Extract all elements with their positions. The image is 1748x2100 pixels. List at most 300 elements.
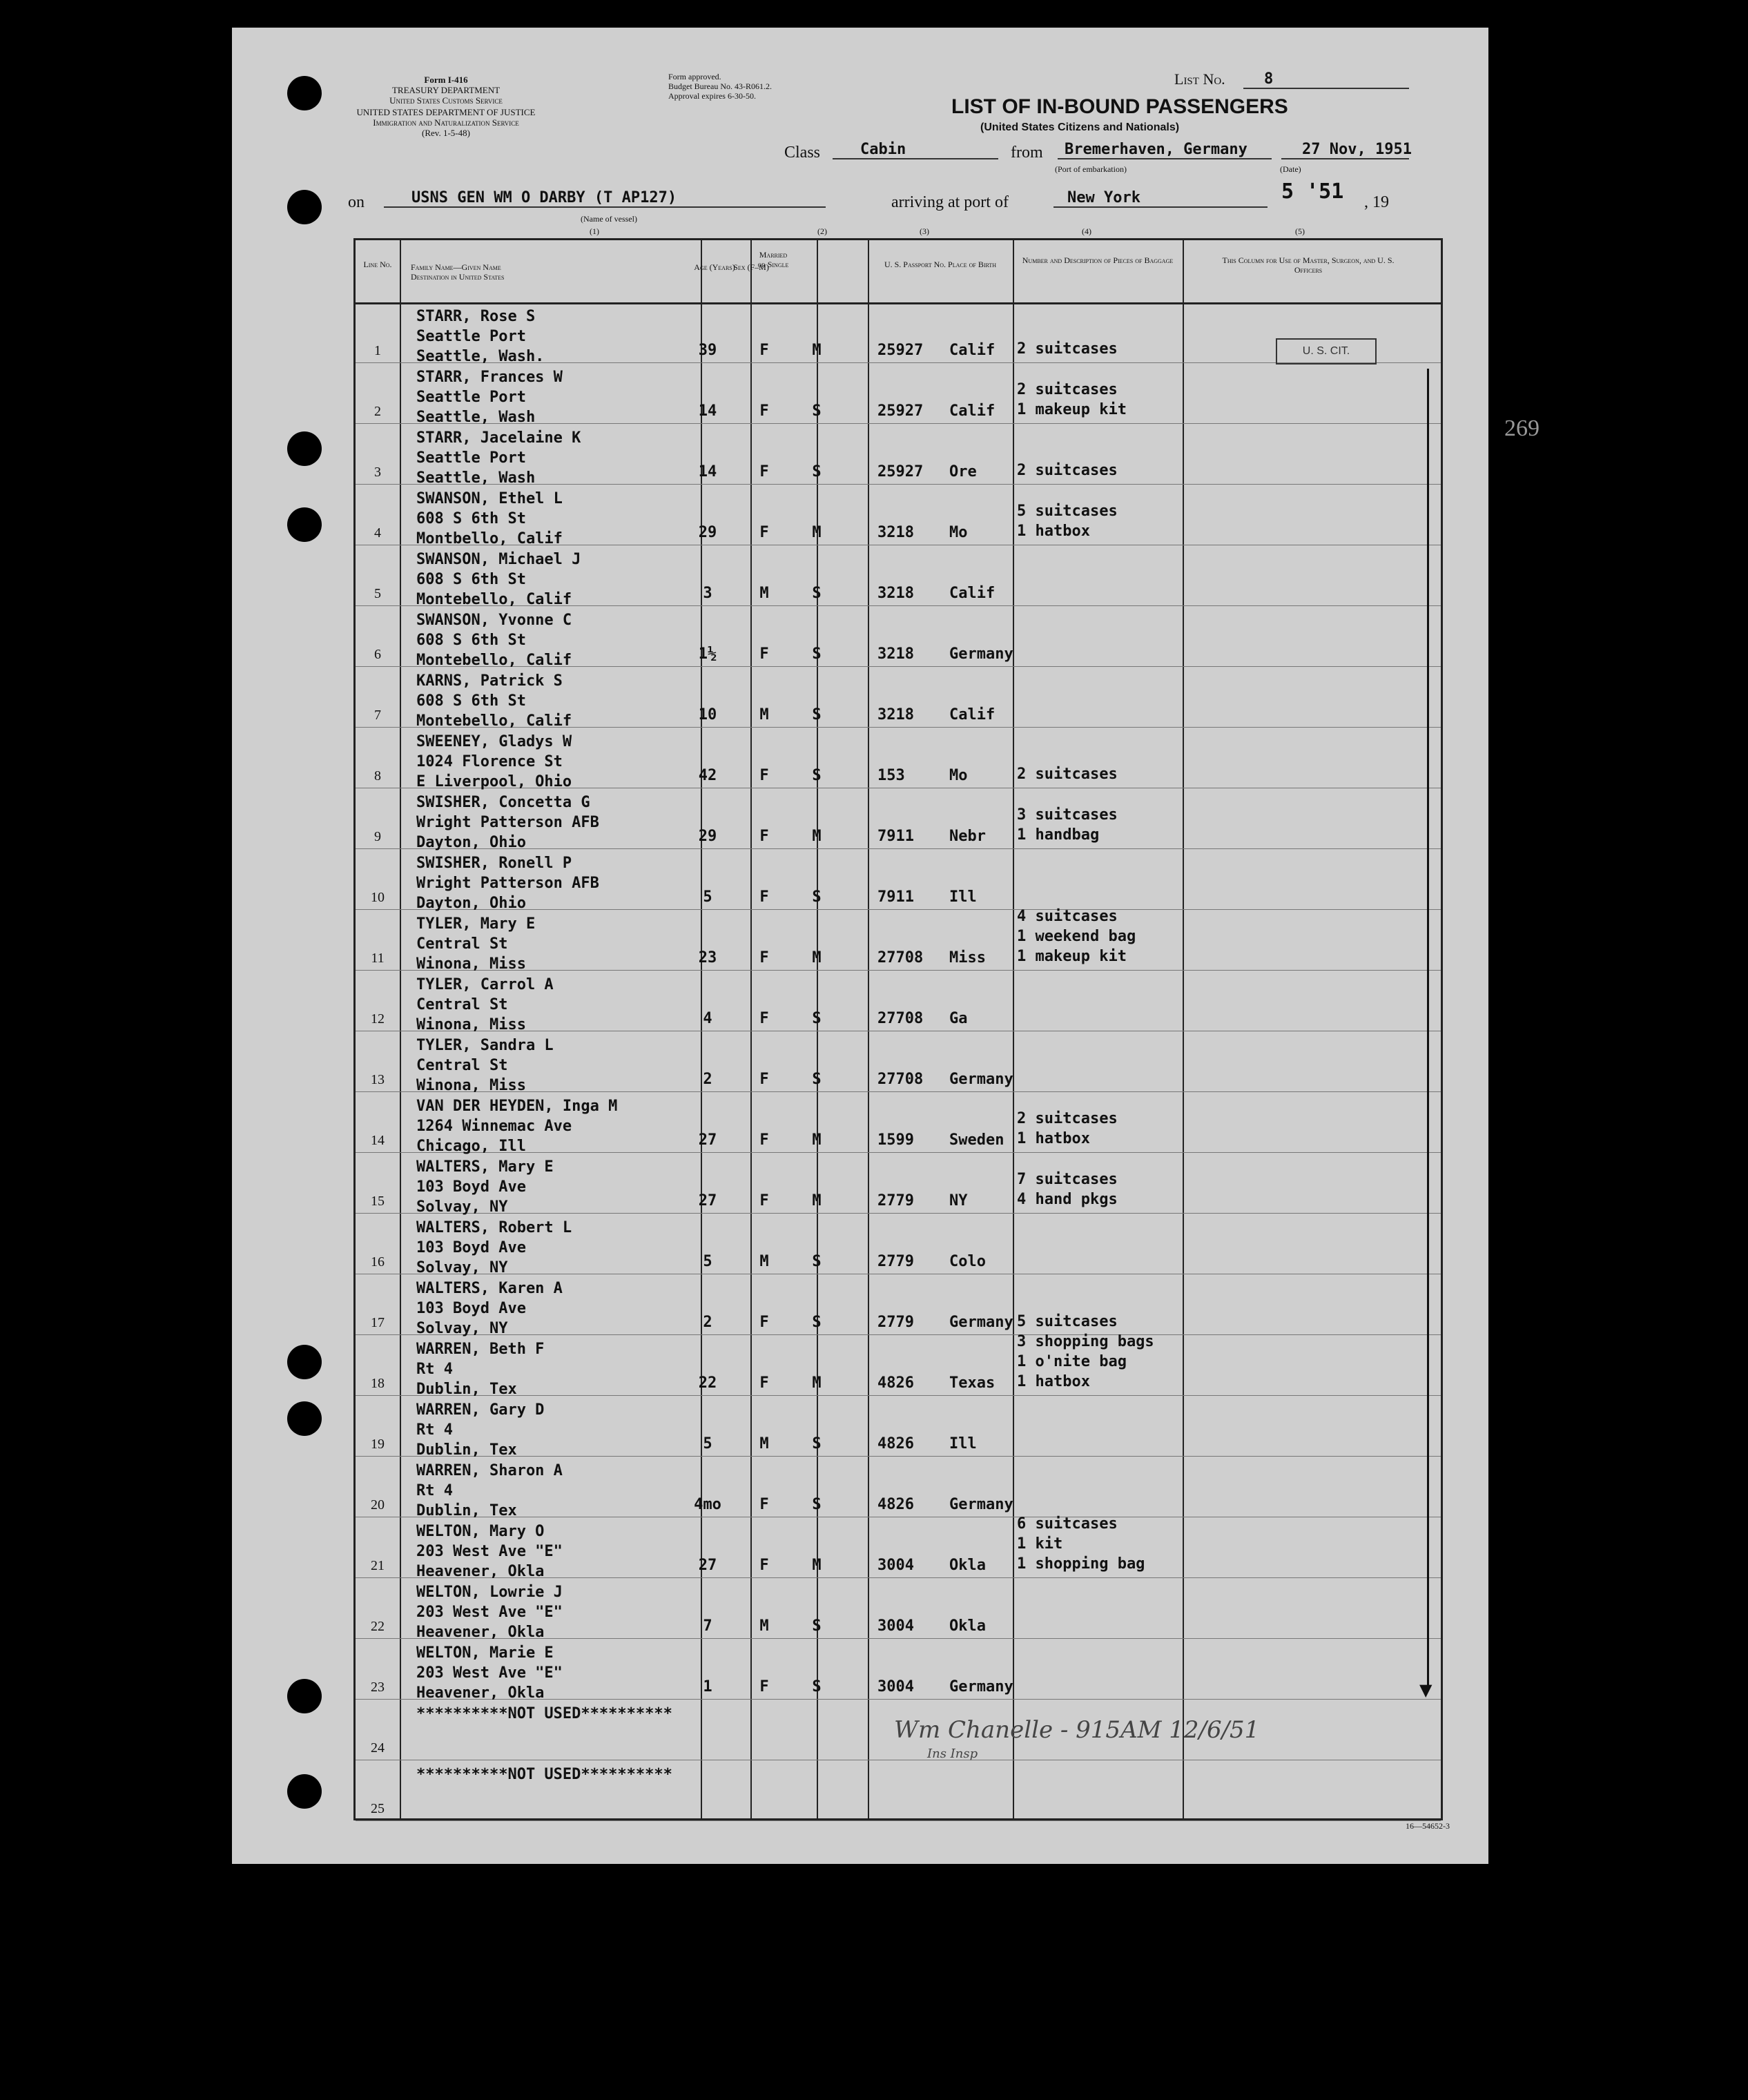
table-row [356, 971, 1441, 1031]
age: 22 [698, 1374, 717, 1392]
sex: F [759, 1678, 769, 1695]
table-row [356, 1396, 1441, 1457]
destination-line-1: Rt 4 [416, 1361, 453, 1378]
binder-hole [287, 1401, 322, 1436]
destination-line-1: Central St [416, 1057, 508, 1074]
destination-line-2: Heavener, Okla [416, 1563, 545, 1580]
line-number: 22 [371, 1619, 385, 1634]
header-married: Married or Single [757, 250, 789, 269]
passenger-entry [416, 1643, 563, 1703]
age: 14 [698, 402, 717, 420]
baggage [1017, 906, 1136, 966]
line-number: 15 [371, 1194, 385, 1209]
marital-status: S [812, 888, 822, 906]
age: 2 [703, 1314, 712, 1331]
place-of-birth: Ill [949, 1435, 977, 1452]
marital-status: S [812, 1253, 822, 1270]
justice-dept: UNITED STATES DEPARTMENT OF JUSTICE [356, 107, 536, 117]
col-num-4: (4) [1082, 226, 1091, 236]
baggage [1017, 1514, 1145, 1574]
marital-status: S [812, 1071, 822, 1088]
year-suffix: , 19 [1364, 193, 1389, 211]
age: 5 [703, 1253, 712, 1270]
passenger-name: WELTON, Lowrie J [416, 1584, 563, 1601]
table-row [356, 667, 1441, 728]
place-of-birth: Colo [949, 1253, 986, 1270]
header-destination: Destination in United States [411, 272, 505, 282]
date-caption: (Date) [1280, 164, 1301, 174]
passport-number: 27708 [877, 949, 924, 966]
header-officers: This Column for Use of Master, Surgeon, and U. S. Officers [1222, 255, 1395, 275]
destination-line-1: 103 Boyd Ave [416, 1178, 526, 1196]
baggage [1017, 1312, 1154, 1392]
baggage-line-1: 2 suitcases [1017, 381, 1118, 398]
destination-line-2: Dublin, Tex [416, 1441, 517, 1459]
header-line-no: Line No. [363, 260, 392, 269]
age: 27 [698, 1192, 717, 1209]
marital-status: M [812, 342, 822, 359]
approval-block [668, 72, 772, 101]
destination-line-2: Dublin, Tex [416, 1381, 517, 1398]
passenger-name: STARR, Frances W [416, 369, 563, 386]
sex: F [759, 1010, 769, 1027]
baggage [1017, 1169, 1118, 1209]
passport-number: 153 [877, 767, 905, 784]
baggage [1017, 805, 1118, 845]
passport-number: 7911 [877, 888, 914, 906]
manifest-page [232, 28, 1540, 1864]
table-row [356, 1214, 1441, 1274]
line-number: 3 [374, 465, 381, 480]
us-citizen-stamp: U. S. CIT. [1276, 338, 1377, 364]
passenger-name: WARREN, Beth F [416, 1341, 545, 1358]
passport-number: 3004 [877, 1678, 914, 1695]
place-of-birth: Mo [949, 524, 968, 541]
place-of-birth: Germany [949, 1496, 1013, 1513]
passenger-entry [416, 1764, 672, 1785]
place-of-birth: Miss [949, 949, 986, 966]
destination-line-1: 103 Boyd Ave [416, 1239, 526, 1256]
col-num-1: (1) [590, 226, 599, 236]
inspector-signature: Wm Chanelle - 915AM 12/6/51 [894, 1716, 1260, 1744]
marital-status: M [812, 1374, 822, 1392]
passenger-name: SWISHER, Ronell P [416, 855, 572, 872]
arrival-port: New York [1053, 189, 1268, 208]
passport-number: 4826 [877, 1374, 914, 1392]
age: 1 [703, 1678, 712, 1695]
destination-line-1: Seattle Port [416, 449, 526, 467]
passenger-entry [416, 610, 572, 670]
baggage-line-1: 7 suitcases [1017, 1171, 1118, 1188]
age: 23 [698, 949, 717, 966]
arriving-label: arriving at port of [891, 193, 1009, 211]
line-number: 10 [371, 890, 385, 905]
arrow-down-icon: ▼ [1419, 1680, 1433, 1700]
destination-line-1: 203 West Ave "E" [416, 1664, 563, 1682]
marital-status: S [812, 1435, 822, 1452]
table-row [356, 910, 1441, 971]
form-header-left [342, 75, 550, 138]
passport-number: 3004 [877, 1617, 914, 1635]
sex: F [759, 463, 769, 480]
destination-line-2: Dayton, Ohio [416, 895, 526, 912]
place-of-birth: Germany [949, 1071, 1013, 1088]
marital-status: S [812, 1496, 822, 1513]
col-num-5: (5) [1295, 226, 1305, 236]
baggage [1017, 1109, 1118, 1149]
line-number: 21 [371, 1558, 385, 1573]
baggage-line-1: 2 suitcases [1017, 1110, 1118, 1127]
passenger-name: SWISHER, Concetta G [416, 794, 590, 811]
sex: F [759, 342, 769, 359]
sex: F [759, 767, 769, 784]
age: 42 [698, 767, 717, 784]
place-of-birth: Germany [949, 1314, 1013, 1331]
age: 3 [703, 585, 712, 602]
sex: F [759, 645, 769, 663]
marital-status: M [812, 828, 822, 845]
age: 4mo [694, 1496, 721, 1513]
line-number: 14 [371, 1133, 385, 1148]
passenger-name: WARREN, Sharon A [416, 1462, 563, 1479]
passport-number: 25927 [877, 463, 924, 480]
place-of-birth: Calif [949, 342, 996, 359]
destination-line-2: Dayton, Ohio [416, 834, 526, 851]
age: 7 [703, 1617, 712, 1635]
baggage-line-1: 2 suitcases [1017, 766, 1118, 783]
place-of-birth: Calif [949, 706, 996, 723]
passenger-entry [416, 1339, 544, 1399]
passport-number: 25927 [877, 342, 924, 359]
approval-line-1: Form approved. [668, 72, 721, 81]
table-row [356, 1517, 1441, 1578]
passport-number: 27708 [877, 1010, 924, 1027]
destination-line-1: Rt 4 [416, 1482, 453, 1499]
place-of-birth: Ga [949, 1010, 968, 1027]
sex: F [759, 1071, 769, 1088]
marital-status: M [812, 524, 822, 541]
passenger-entry [416, 550, 581, 610]
destination-line-1: 608 S 6th St [416, 510, 526, 527]
table-row [356, 788, 1441, 849]
passport-number: 2779 [877, 1314, 914, 1331]
vessel-caption: (Name of vessel) [581, 214, 637, 224]
binder-hole [287, 507, 322, 542]
list-no-value: 8 [1243, 70, 1409, 89]
destination-line-1: 1264 Winnemac Ave [416, 1118, 572, 1135]
table-row [356, 363, 1441, 424]
age: 1½ [698, 645, 717, 663]
passenger-name: STARR, Rose S [416, 308, 536, 325]
destination-line-1: Seattle Port [416, 389, 526, 406]
baggage-line-2: 4 hand pkgs [1017, 1191, 1118, 1208]
port-caption: (Port of embarkation) [1055, 164, 1127, 174]
baggage-line-2: 1 makeup kit [1017, 401, 1127, 418]
passenger-name: **********NOT USED********** [416, 1766, 672, 1783]
destination-line-1: 608 S 6th St [416, 692, 526, 710]
line-number: 12 [371, 1011, 385, 1027]
passenger-name: SWANSON, Michael J [416, 551, 581, 568]
table-row [356, 1153, 1441, 1214]
line-number: 23 [371, 1680, 385, 1695]
marital-status: S [812, 463, 822, 480]
passenger-entry [416, 1157, 554, 1217]
header-age: Age (Years) [694, 262, 735, 272]
list-no-label: List No. [1174, 70, 1225, 88]
destination-line-1: 203 West Ave "E" [416, 1543, 563, 1560]
destination-line-2: Winona, Miss [416, 1016, 526, 1033]
line-number: 25 [371, 1801, 385, 1816]
passenger-name: SWEENEY, Gladys W [416, 733, 572, 750]
line-number: 24 [371, 1740, 385, 1756]
place-of-birth: Sweden [949, 1131, 1004, 1149]
marital-status: S [812, 645, 822, 663]
destination-line-2: Dublin, Tex [416, 1502, 517, 1519]
destination-line-2: Montebello, Calif [416, 652, 572, 669]
table-row [356, 1274, 1441, 1335]
marital-status: M [812, 1131, 822, 1149]
destination-line-2: Montbello, Calif [416, 530, 563, 547]
baggage-line-2: 1 weekend bag [1017, 928, 1136, 945]
table-row [356, 1760, 1441, 1821]
baggage-line-3: 1 o'nite bag [1017, 1353, 1127, 1370]
place-of-birth: Ore [949, 463, 977, 480]
passenger-entry [416, 793, 599, 853]
passport-number: 25927 [877, 402, 924, 420]
place-of-birth: Okla [949, 1557, 986, 1574]
sex: F [759, 1314, 769, 1331]
passport-number: 3218 [877, 645, 914, 663]
passport-number: 1599 [877, 1131, 914, 1149]
destination-line-2: Chicago, Ill [416, 1138, 526, 1155]
table-row [356, 1031, 1441, 1092]
destination-line-2: Heavener, Okla [416, 1684, 545, 1702]
header-passport: U. S. Passport No. Place of Birth [884, 260, 997, 269]
passenger-name: STARR, Jacelaine K [416, 429, 581, 447]
sex: F [759, 1192, 769, 1209]
place-of-birth: NY [949, 1192, 968, 1209]
age: 5 [703, 1435, 712, 1452]
approval-line-3: Approval expires 6-30-50. [668, 91, 756, 101]
sex: F [759, 1131, 769, 1149]
passenger-name: WELTON, Mary O [416, 1523, 545, 1540]
destination-line-1: Wright Patterson AFB [416, 875, 599, 892]
passenger-name: SWANSON, Ethel L [416, 490, 563, 507]
table-row [356, 1457, 1441, 1517]
destination-line-1: Central St [416, 935, 508, 953]
us-citizen-bracket-line [1427, 369, 1429, 1687]
place-of-birth: Okla [949, 1617, 986, 1635]
line-number: 2 [374, 404, 381, 419]
table-row [356, 1578, 1441, 1639]
baggage [1017, 764, 1118, 784]
passenger-entry [416, 1521, 563, 1582]
line-number: 5 [374, 586, 381, 601]
passenger-entry [416, 428, 581, 488]
sex: M [759, 706, 769, 723]
line-number: 9 [374, 829, 381, 844]
destination-line-1: Seattle Port [416, 328, 526, 345]
passport-number: 27708 [877, 1071, 924, 1088]
marital-status: M [812, 949, 822, 966]
table-row [356, 849, 1441, 910]
sex: M [759, 1435, 769, 1452]
footer-code: 16—54652-3 [1406, 1821, 1450, 1831]
sex: M [759, 1253, 769, 1270]
marital-status: S [812, 1617, 822, 1635]
sex: F [759, 888, 769, 906]
line-number: 18 [371, 1376, 385, 1391]
header-family-name: Family Name—Given Name [411, 262, 501, 272]
age: 29 [698, 524, 717, 541]
stamped-page-number: 269 [1504, 416, 1540, 441]
age: 14 [698, 463, 717, 480]
baggage-line-1: 6 suitcases [1017, 1515, 1118, 1533]
baggage [1017, 380, 1127, 420]
passport-number: 4826 [877, 1496, 914, 1513]
passenger-entry [416, 1400, 544, 1460]
marital-status: S [812, 1010, 822, 1027]
page-title: LIST OF IN-BOUND PASSENGERS [951, 95, 1288, 118]
passenger-entry [416, 671, 572, 731]
baggage-line-2: 1 hatbox [1017, 523, 1090, 540]
class-label: Class [784, 144, 821, 162]
place-of-birth: Calif [949, 402, 996, 420]
baggage-line-1: 4 suitcases [1017, 908, 1118, 925]
passport-number: 2779 [877, 1253, 914, 1270]
destination-line-2: Montebello, Calif [416, 591, 572, 608]
baggage [1017, 339, 1118, 359]
destination-line-1: Wright Patterson AFB [416, 814, 599, 831]
age: 27 [698, 1557, 717, 1574]
on-label: on [348, 193, 365, 211]
marital-status: S [812, 1314, 822, 1331]
baggage-line-2: 1 handbag [1017, 826, 1100, 844]
passenger-name: WELTON, Marie E [416, 1644, 554, 1662]
table-row [356, 424, 1441, 485]
baggage-line-1: 5 suitcases [1017, 503, 1118, 520]
binder-hole [287, 76, 322, 110]
passenger-entry [416, 1461, 563, 1521]
passenger-entry [416, 489, 563, 549]
place-of-birth: Texas [949, 1374, 996, 1392]
sex: F [759, 1557, 769, 1574]
destination-line-1: 103 Boyd Ave [416, 1300, 526, 1317]
sex: F [759, 1496, 769, 1513]
age: 39 [698, 342, 717, 359]
binder-hole [287, 1774, 322, 1809]
passport-number: 2779 [877, 1192, 914, 1209]
class-value: Cabin [833, 141, 998, 159]
passenger-entry [416, 853, 599, 913]
baggage [1017, 501, 1118, 541]
sex: F [759, 524, 769, 541]
age: 4 [703, 1010, 712, 1027]
passenger-entry [416, 732, 572, 792]
destination-line-2: Heavener, Okla [416, 1624, 545, 1641]
from-value: Bremerhaven, Germany [1058, 141, 1272, 159]
baggage-line-4: 1 hatbox [1017, 1373, 1090, 1390]
marital-status: M [812, 1557, 822, 1574]
baggage-line-2: 1 kit [1017, 1535, 1063, 1553]
passport-number: 3218 [877, 585, 914, 602]
passenger-entry [416, 1279, 563, 1339]
destination-line-2: Solvay, NY [416, 1198, 508, 1216]
page-subtitle: (United States Citizens and Nationals) [980, 121, 1180, 133]
baggage-line-1: 2 suitcases [1017, 340, 1118, 358]
passport-number: 3218 [877, 524, 914, 541]
passenger-entry [416, 1582, 563, 1642]
binder-hole [287, 431, 322, 466]
passenger-name: WALTERS, Robert L [416, 1219, 572, 1236]
destination-line-1: Central St [416, 996, 508, 1013]
marital-status: S [812, 585, 822, 602]
line-number: 20 [371, 1497, 385, 1513]
passport-number: 3004 [877, 1557, 914, 1574]
destination-line-2: Seattle, Wash. [416, 348, 545, 365]
place-of-birth: Germany [949, 1678, 1013, 1695]
marital-status: S [812, 402, 822, 420]
baggage-line-2: 3 shopping bags [1017, 1333, 1154, 1350]
passport-number: 7911 [877, 828, 914, 845]
destination-line-1: Rt 4 [416, 1421, 453, 1439]
passenger-name: TYLER, Sandra L [416, 1037, 554, 1054]
date-value: 27 Nov, 1951 [1281, 141, 1409, 159]
passenger-entry [416, 367, 563, 427]
passenger-name: **********NOT USED********** [416, 1705, 672, 1722]
line-number: 4 [374, 525, 381, 541]
passenger-entry [416, 1218, 572, 1278]
passenger-entry [416, 1704, 672, 1724]
destination-line-1: 203 West Ave "E" [416, 1604, 563, 1621]
destination-line-2: Seattle, Wash [416, 469, 536, 487]
sex: F [759, 1374, 769, 1392]
age: 27 [698, 1131, 717, 1149]
table-row [356, 1639, 1441, 1700]
sex: F [759, 828, 769, 845]
line-number: 8 [374, 768, 381, 784]
from-label: from [1011, 144, 1043, 162]
baggage-line-1: 5 suitcases [1017, 1313, 1118, 1330]
header-family [411, 262, 504, 282]
col-num-3: (3) [920, 226, 929, 236]
passenger-name: KARNS, Patrick S [416, 672, 563, 690]
baggage-line-1: 2 suitcases [1017, 462, 1118, 479]
passenger-entry [416, 307, 544, 367]
age: 2 [703, 1071, 712, 1088]
passenger-entry [416, 1096, 617, 1156]
passenger-entry [416, 1036, 554, 1096]
age: 5 [703, 888, 712, 906]
passenger-name: WALTERS, Karen A [416, 1280, 563, 1297]
baggage-line-3: 1 shopping bag [1017, 1555, 1145, 1573]
customs-service: United States Customs Service [389, 95, 503, 106]
place-of-birth: Calif [949, 585, 996, 602]
sex: M [759, 585, 769, 602]
arrival-date: 5 '51 [1281, 179, 1344, 204]
baggage-line-3: 1 makeup kit [1017, 948, 1127, 965]
passenger-table [353, 238, 1540, 1820]
header-sex: Sex (F–M) [733, 262, 769, 272]
place-of-birth: Ill [949, 888, 977, 906]
binder-hole [287, 190, 322, 224]
passenger-name: SWANSON, Yvonne C [416, 612, 572, 629]
marital-status: M [812, 1192, 822, 1209]
sex: F [759, 402, 769, 420]
binder-hole [287, 1679, 322, 1713]
approval-line-2: Budget Bureau No. 43-R061.2. [668, 81, 772, 91]
destination-line-1: 608 S 6th St [416, 571, 526, 588]
